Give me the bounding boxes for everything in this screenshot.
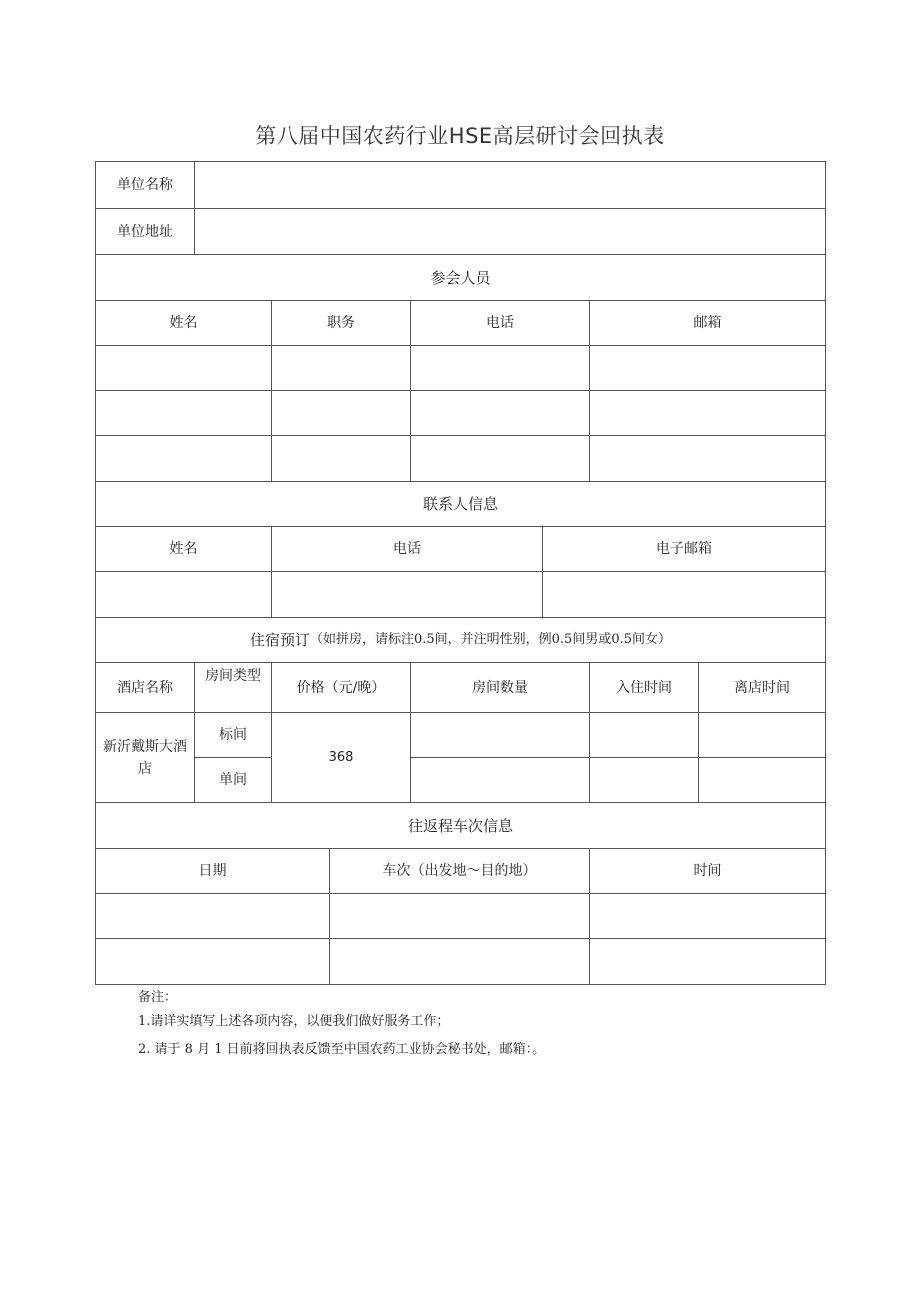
attendee-title-cell[interactable] [271, 345, 410, 390]
contact-col-phone: 电话 [271, 526, 542, 571]
contact-name-cell[interactable] [95, 571, 271, 617]
attendee-email-cell[interactable] [589, 390, 826, 435]
attendee-title-cell[interactable] [271, 390, 410, 435]
travel-time-cell[interactable] [589, 938, 826, 985]
rooms-count-standard-cell[interactable] [410, 712, 589, 757]
contact-email-cell[interactable] [542, 571, 826, 617]
lodging-col-checkin: 入住时间 [589, 662, 698, 712]
lodging-col-checkout: 离店时间 [698, 662, 826, 712]
lodging-col-rooms: 房间数量 [410, 662, 589, 712]
attendee-name-cell[interactable] [95, 345, 271, 390]
attendee-phone-cell[interactable] [410, 435, 589, 481]
room-price: 368 [271, 712, 410, 802]
unit-name-label: 单位名称 [95, 161, 194, 208]
note-item: 1.请详实填写上述各项内容，以便我们做好服务工作； [138, 1014, 450, 1029]
travel-time-cell[interactable] [589, 893, 826, 938]
unit-address-label: 单位地址 [95, 208, 194, 254]
checkout-standard-cell[interactable] [698, 712, 826, 757]
checkin-standard-cell[interactable] [589, 712, 698, 757]
attendees-col-title: 职务 [271, 300, 410, 345]
note-item: 2. 请于 8 月 1 日前将回执表反馈至中国农药工业协会秘书处，邮箱：。 [138, 1042, 546, 1057]
unit-address-field[interactable] [194, 208, 826, 254]
contact-phone-cell[interactable] [271, 571, 542, 617]
attendees-col-name: 姓名 [95, 300, 271, 345]
room-type-standard: 标间 [194, 712, 271, 757]
travel-col-train: 车次（出发地～目的地） [329, 848, 589, 893]
lodging-header-title: 住宿预订 [249, 631, 310, 649]
attendee-email-cell[interactable] [589, 435, 826, 481]
hotel-name: 新沂戴斯大酒店 [95, 712, 194, 802]
lodging-header-note: （如拼房，请标注0.5间，并注明性别，例0.5间男或0.5间女） [309, 632, 672, 647]
attendee-phone-cell[interactable] [410, 345, 589, 390]
travel-section-header: 往返程车次信息 [95, 802, 826, 848]
unit-name-field[interactable] [194, 161, 826, 208]
attendee-name-cell[interactable] [95, 435, 271, 481]
attendee-phone-cell[interactable] [410, 390, 589, 435]
rooms-count-single-cell[interactable] [410, 757, 589, 802]
contact-col-name: 姓名 [95, 526, 271, 571]
notes-label: 备注： [138, 990, 178, 1005]
travel-date-cell[interactable] [95, 893, 329, 938]
attendees-col-phone: 电话 [410, 300, 589, 345]
room-type-single: 单间 [194, 757, 271, 802]
travel-date-cell[interactable] [95, 938, 329, 985]
attendee-name-cell[interactable] [95, 390, 271, 435]
contact-section-header: 联系人信息 [95, 481, 826, 526]
checkout-single-cell[interactable] [698, 757, 826, 802]
lodging-section-header [95, 617, 826, 662]
lodging-col-price: 价格（元/晚） [271, 662, 410, 712]
travel-train-cell[interactable] [329, 938, 589, 985]
checkin-single-cell[interactable] [589, 757, 698, 802]
attendees-col-email: 邮箱 [589, 300, 826, 345]
travel-train-cell[interactable] [329, 893, 589, 938]
contact-col-email: 电子邮箱 [542, 526, 826, 571]
lodging-col-hotel: 酒店名称 [95, 662, 194, 712]
attendee-email-cell[interactable] [589, 345, 826, 390]
lodging-col-room-type: 房间类型 [194, 662, 271, 712]
travel-col-date: 日期 [95, 848, 329, 893]
page-title: 第八届中国农药行业HSE高层研讨会回执表 [255, 124, 665, 148]
attendee-title-cell[interactable] [271, 435, 410, 481]
travel-col-time: 时间 [589, 848, 826, 893]
attendees-section-header: 参会人员 [95, 254, 826, 300]
